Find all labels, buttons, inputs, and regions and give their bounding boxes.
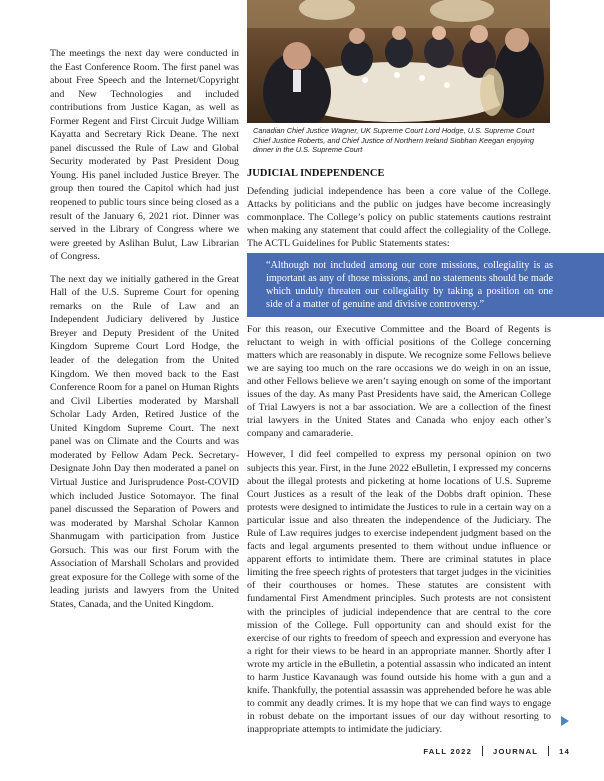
paragraph: The meetings the next day were conducted in the East Conference Room. The first panel was about Free Speech and the Internet/Copyright and New Technologies and included contributions from Justice Kagan, as well as Former Regent and First Circuit Judge William Kayatta and Secretary Rick Deane. The next panel discussed the Rule of Law and Global Security moderated by Past President Doug Young. His panel included Justice Breyer. The group then toured the Capitol which had just reopened to public tours since being closed as a result of the January 6, 2021 riot. Dinner was served in the Library of Congress where we were greeted by Aslihan Bulut, Law Librarian of Congress. — [50, 48, 239, 263]
page-footer — [423, 746, 570, 756]
page-number: 14 — [559, 746, 570, 756]
footer-season: FALL 2022 — [423, 746, 473, 756]
paragraph: The next day we initially gathered in the Great Hall of the U.S. Supreme Court for opening remarks on the Rule of Law and an Independent Judiciary delivered by Justice Breyer and Deputy President of the United Kingdom Supreme Court Lord Hodge, the leader of the delegation from the United Kingdom. We then moved back to the East Conference Room for a panel on Human Rights and Civil Liberties moderated by Marshall Scholar Lady Arden, Retired Justice of the United Kingdom Supreme Court. The next panel was on Climate and the Courts and was moderated by Fellow Adam Peck. Secretary-Designate John Day then moderated a panel on Virtual Justice and Jurisprudence Post-COVID which included Justice Sotomayor. The final panel discussed the Separation of Powers and was moderated by Marshal Scholar Kannon Shanmugam with participation from Justice Gorsuch. This was our first Forum with the Association of Marshall Scholars and provided great exposure for the College with some of the leading jurists and lawyers from the United States, Canada, and the United Kingdom. — [50, 273, 239, 610]
intro-paragraph: Defending judicial independence has been a core value of the College. Attacks by politicians and the public on judges have become increasingly commonplace. The College’s policy on public statements cautions restraint when making any statement that could affect the collegiality of the College. The ACTL Guidelines for Public Statements states: — [247, 186, 551, 250]
footer-divider — [548, 746, 549, 756]
paragraph: For this reason, our Executive Committee and the Board of Regents is reluctant to weigh in with official positions of the College concerning matters which are reasonably in dispute. We recognize some Fellows believe we are saying too much on the rare occasions we do weigh in on an issue, and other Fellows believe we aren’t saying enough on some of the important issues of the day. As many Past Presidents have said, the American College of Trial Lawyers is not a bar association. We are a collection of the finest trial lawyers in the United States and Canada who enjoy each other’s company and camaraderie. — [247, 323, 551, 440]
photo-caption: Canadian Chief Justice Wagner, UK Supreme Court Lord Hodge, U.S. Supreme Court Chief Justice Roberts, and Chief Justice of Northern Ireland Siobhan Keegan enjoying dinner in the U.S. Supreme Court — [253, 126, 535, 155]
footer-publication: JOURNAL — [493, 746, 539, 756]
pull-quote: “Although not included among our core missions, collegiality is as important as any of those missions, and no statements should be made which unduly threaten our collegiality by taking a position on one side of a matter of genuine and divisive controversy.” — [266, 260, 553, 311]
paragraph: However, I did feel compelled to express my personal opinion on two subjects this year. First, in the June 2022 eBulletin, I expressed my concerns about the illegal protests and picketing at home locations of U.S. Supreme Court Justices as a result of the leak of the Dobbs draft opinion. These protests were designed to intimidate the Justices to rule in a certain way on a particular issue and also threaten the independence of the Judiciary. The Rule of Law requires judges to exercise independent judgment based on the facts and legal arguments presented to them without undue influence or apparent efforts to intimidate them. There are criminal statutes in place limiting the free speech rights of protesters that target judges in the vicinities of their courthouses or homes. These statutes are consistent with fundamental First Amendment principles. Such protests are not consistent with the principles of judicial independence that are central to the core mission of the College. Full opportunity can and should exist for the exercise of our rights to freedom of speech and expression and everyone has a right for their views to be heard in an appropriate manner. Shortly after I wrote my article in the eBulletin, a potential assassin who indicated an intent to harm Justice Kavanaugh was found outside his home with a gun and a knife. Thankfully, the potential assassin was apprehended before he was able to commit any deadly crimes. It is my hope that we can find ways to engage in robust debate on the important issues of our day without resorting to inappropriate attempts to intimidate the judiciary. — [247, 449, 551, 736]
section-heading: JUDICIAL INDEPENDENCE — [247, 168, 385, 179]
footer-divider — [482, 746, 483, 756]
next-page-icon[interactable] — [561, 716, 569, 726]
pull-quote-box — [247, 253, 604, 317]
dinner-photo — [247, 0, 550, 123]
left-column — [50, 47, 239, 620]
